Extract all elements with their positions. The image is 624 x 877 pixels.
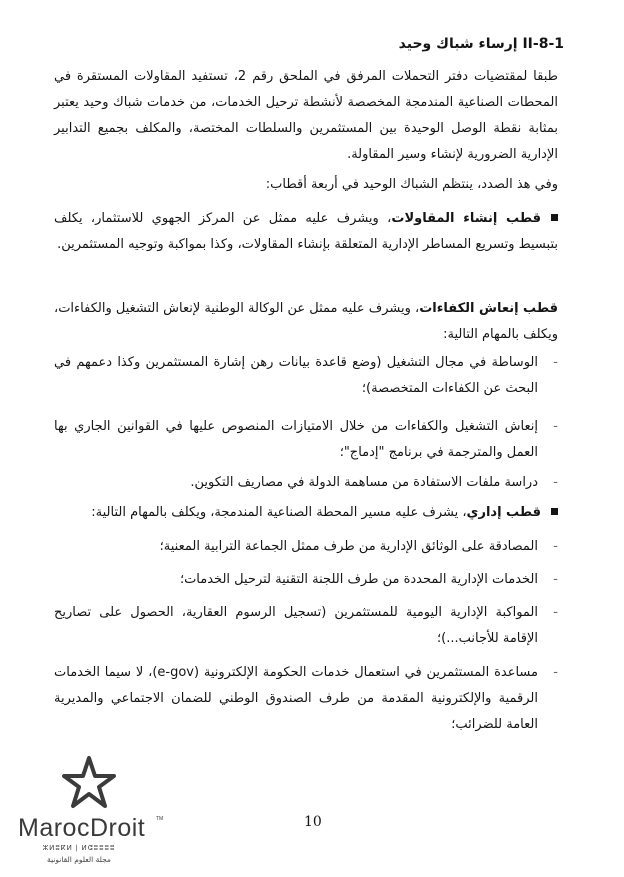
list-item-text: مساعدة المستثمرين في استعمال خدمات الحكومة الإلكترونية (e-gov)، لا سيما الخدمات الرقمية والإلكترونية المقدمة من طرف الصندوق الوطني للضمان الاجتماعي والمديرية العامة للضرائب؛ xyxy=(54,665,538,732)
list-item-text: الوساطة في مجال التشغيل (وضع قاعدة بيانات رهن إشارة المستثمرين وكذا دعمهم في البحث عن الكفاءات المتخصصة)؛ xyxy=(54,355,538,396)
pole-text: ، ويشرف عليه ممثل عن المركز الجهوي للاستثمار، يكلف بتبسيط وتسريع المساطر الإدارية المتعلقة بإنشاء المقاولات، وكذا بمواكبة وتوجيه المستثمرين. xyxy=(54,211,558,252)
logo-trademark: TM xyxy=(156,816,164,822)
pole-text: ، يشرف عليه مسير المحطة الصناعية المندمجة، ويكلف بالمهام التالية: xyxy=(91,505,467,520)
dash-bullet-icon: - xyxy=(553,419,558,434)
page-number: 10 xyxy=(304,814,322,830)
star-icon xyxy=(62,756,116,810)
list-item xyxy=(54,350,558,402)
logo-arabic-subtitle: مجلة العلوم القانونية xyxy=(47,855,111,864)
square-bullet-icon xyxy=(551,508,558,515)
pole-title: قطب إنشاء المقاولات xyxy=(391,211,541,226)
dash-bullet-icon: - xyxy=(553,572,558,587)
list-item-text: دراسة ملفات الاستفادة من مساهمة الدولة في مصاريف التكوين. xyxy=(190,475,538,490)
list-item-text: إنعاش التشغيل والكفاءات من خلال الامتيازات المنصوص عليها في القوانين الجاري بها العمل والمترجمة في برنامج "إدماج"؛ xyxy=(54,419,538,460)
marocdroit-logo xyxy=(18,756,168,866)
pole-administrative xyxy=(54,500,558,526)
dash-bullet-icon: - xyxy=(553,539,558,554)
list-item-text: الخدمات الإدارية المحددة من طرف اللجنة التقنية لترحيل الخدمات؛ xyxy=(179,572,538,587)
dash-bullet-icon: - xyxy=(553,355,558,370)
pole-text: ، ويشرف عليه ممثل عن الوكالة الوطنية لإنعاش التشغيل والكفاءات، ويكلف بالمهام التالية: xyxy=(54,301,558,342)
list-item xyxy=(54,414,558,466)
pole-company-creation xyxy=(54,206,558,258)
list-item-text: المصادقة على الوثائق الإدارية من طرف ممثل الجماعة الترابية المعنية؛ xyxy=(159,539,538,554)
paragraph-poles-intro: وفي هذ الصدد، ينتظم الشباك الوحيد في أربعة أقطاب: xyxy=(265,177,558,192)
dash-bullet-icon: - xyxy=(553,665,558,680)
pole-title: قطب إنعاش الكفاءات xyxy=(419,301,558,316)
dash-bullet-icon: - xyxy=(553,605,558,620)
list-item xyxy=(54,567,558,593)
pole-title: قطب إداري xyxy=(466,505,541,520)
logo-wordmark: MarocDroit xyxy=(18,814,146,842)
section-heading: 8-1-II إرساء شباك وحيد xyxy=(398,36,564,52)
paragraph-intro: طبقا لمقتضيات دفتر التحملات المرفق في الملحق رقم 2، تستفيد المقاولات المستقرة في المحطات الصناعية المندمجة المخصصة لأنشطة ترحيل الخدمات، من خدمات شباك وحيد يعتبر بمثابة نقطة الوصل الوحيدة بين المستثمرين والسلطات المختصة، والمكلف بجميع التدابير الإدارية الضرورية لإنشاء وسير المقاولة. xyxy=(54,69,558,162)
dash-bullet-icon: - xyxy=(553,475,558,490)
pole-skills-promotion xyxy=(54,296,558,348)
list-item xyxy=(54,470,558,496)
list-item xyxy=(54,600,558,652)
list-item-text: المواكبة الإدارية اليومية للمستثمرين (تسجيل الرسوم العقارية، الحصول على تصاريح الإقامة للأجانب...)؛ xyxy=(54,605,538,646)
list-item xyxy=(54,660,558,738)
list-item xyxy=(54,534,558,560)
square-bullet-icon xyxy=(551,214,558,221)
logo-tifinagh-text: ⵣⵍⵓⴽⵍ | ⵍⵛⵓⵓⵓⵓ xyxy=(42,845,116,852)
